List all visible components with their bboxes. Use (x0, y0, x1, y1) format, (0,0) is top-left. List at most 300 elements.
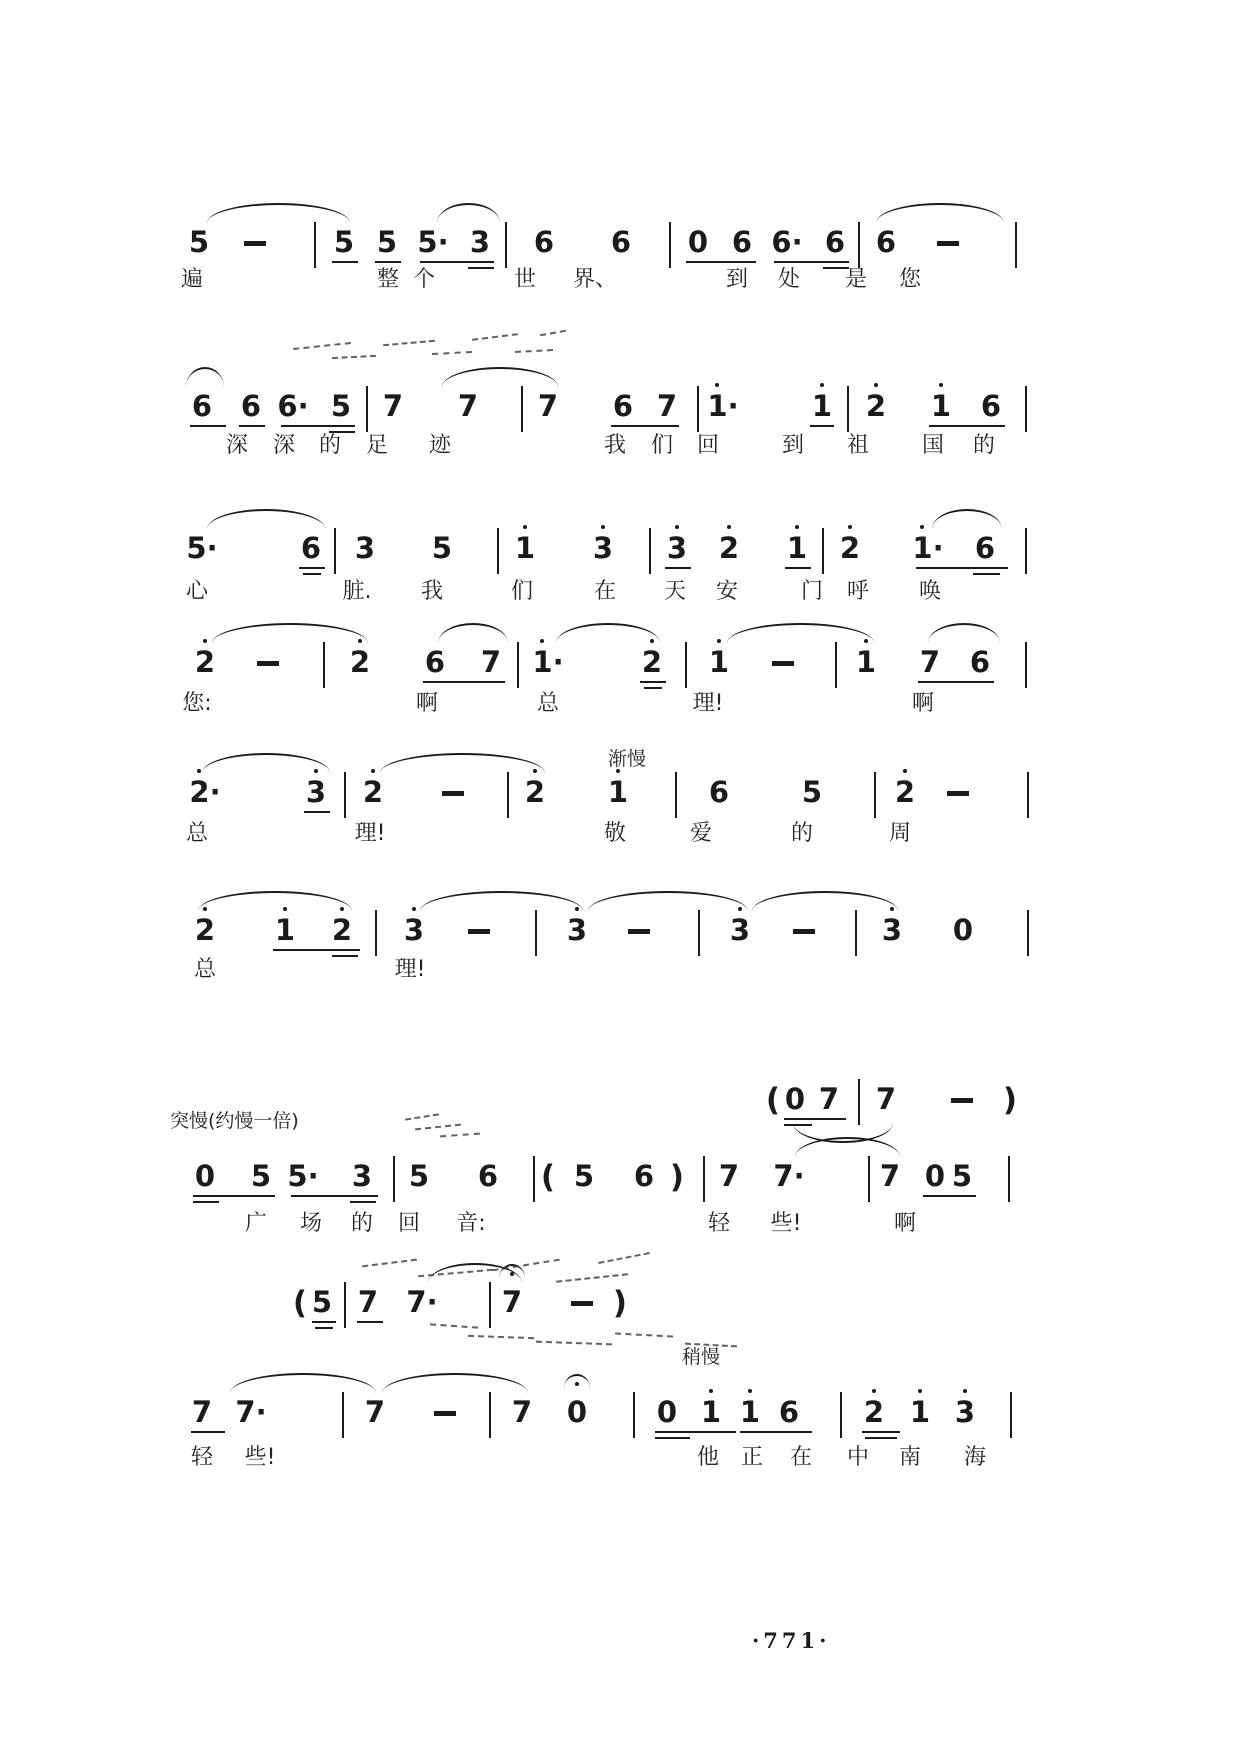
slur-arc (442, 367, 558, 387)
octave-dot-high (203, 639, 207, 643)
note-token: 1 (811, 389, 833, 423)
lyric-syllable: 您: (182, 691, 212, 716)
note-token: 2 (349, 645, 371, 679)
lyric-syllable: 处 (777, 267, 801, 292)
scan-smudge-mark (468, 1335, 534, 1339)
lyric-syllable: 整 (376, 267, 400, 292)
beam-underline (665, 567, 691, 569)
lyric-syllable: 南 (898, 1445, 922, 1470)
slur-arc (752, 891, 898, 911)
beam-underline (315, 1327, 333, 1329)
note-token: 7 (537, 389, 559, 423)
note-token: 6 (533, 225, 555, 259)
beam-underline (862, 1431, 900, 1433)
beam-underline (357, 1321, 383, 1323)
lyric-syllable: 啊 (893, 1211, 917, 1236)
octave-dot-high (748, 1389, 752, 1393)
beam-underline (304, 811, 330, 813)
scan-smudge-mark (440, 1133, 480, 1138)
note-token: 6· (277, 389, 309, 423)
note-token: 1 (708, 645, 730, 679)
note-token: 7 (382, 389, 404, 423)
barline (342, 1392, 344, 1438)
beam-underline (784, 1118, 846, 1120)
barline (366, 386, 368, 432)
note-token: 7 (718, 1159, 740, 1193)
barline (858, 222, 860, 268)
note-token: 3 (729, 913, 751, 947)
tempo-annotation: 突慢(约慢一倍) (170, 1110, 299, 1132)
barline (497, 528, 499, 574)
note-token: 0 (924, 1159, 946, 1193)
lyric-syllable: 个 (412, 267, 436, 292)
duration-dash (257, 661, 279, 666)
note-token: 1 (930, 389, 952, 423)
note-token: 5· (186, 531, 218, 565)
octave-dot-high (371, 769, 375, 773)
beam-underline (611, 425, 679, 427)
beam-underline (291, 1195, 378, 1197)
slur-arc (212, 623, 368, 643)
barline (323, 642, 325, 688)
note-token: 7 (191, 1395, 213, 1429)
barline (393, 1156, 395, 1202)
lyric-syllable: 轻 (190, 1445, 214, 1470)
note-token: 5· (417, 225, 449, 259)
slur-arc (727, 623, 874, 643)
note-token: 3 (592, 531, 614, 565)
scan-smudge-mark (332, 355, 376, 359)
octave-dot-high (727, 525, 731, 529)
slur-arc (928, 623, 1000, 643)
beam-underline (655, 1431, 736, 1433)
note-token: 2 (524, 775, 546, 809)
lyric-syllable: 他 (696, 1445, 720, 1470)
lyric-syllable: 总 (185, 821, 209, 846)
barline (1027, 910, 1029, 956)
beam-underline (350, 1201, 376, 1203)
lyric-syllable: 爱 (689, 821, 713, 846)
note-token: 3 (566, 913, 588, 947)
beam-underline (918, 681, 994, 683)
note-token: 6· (771, 225, 803, 259)
beam-underline (686, 261, 756, 263)
barline (535, 910, 537, 956)
note-token: 7 (457, 389, 479, 423)
beam-underline (774, 261, 849, 263)
note-token: 5 (311, 1285, 333, 1319)
lyric-syllable: 总 (536, 691, 560, 716)
lyric-syllable: 呼 (846, 579, 870, 604)
note-token: 7 (919, 645, 941, 679)
note-token: 3 (403, 913, 425, 947)
slur-arc (420, 891, 583, 911)
lyric-syllable: 海 (963, 1445, 987, 1470)
beam-underline (375, 261, 401, 263)
barline (1025, 642, 1027, 688)
lyric-syllable: 正 (740, 1445, 764, 1470)
note-token: 1 (607, 775, 629, 809)
barline (334, 528, 336, 574)
lyric-syllable: 周 (888, 821, 912, 846)
beam-underline (865, 1437, 897, 1439)
parenthesis: ( (765, 1082, 781, 1118)
beam-underline (916, 567, 1008, 569)
octave-dot-high (918, 1389, 922, 1393)
barline (489, 1282, 491, 1328)
lyric-syllable: 音: (456, 1211, 486, 1236)
lyric-syllable: 的 (790, 821, 814, 846)
beam-underline (973, 573, 1000, 575)
lyric-syllable: 啊 (415, 691, 439, 716)
lyric-syllable: 足 (365, 433, 389, 458)
note-token: 1 (786, 531, 808, 565)
barline (858, 1079, 860, 1125)
scan-smudge-mark (362, 1259, 417, 1268)
barline (847, 386, 849, 432)
parenthesis: ( (540, 1159, 556, 1195)
note-token: 5 (951, 1159, 973, 1193)
note-token: 2 (194, 913, 216, 947)
lyric-syllable: 门 (800, 579, 824, 604)
note-token: 2 (839, 531, 861, 565)
octave-dot-high (874, 383, 878, 387)
beam-underline (332, 955, 358, 957)
note-token: 5 (330, 389, 352, 423)
note-token: 0 (194, 1159, 216, 1193)
scan-smudge-mark (430, 1323, 478, 1328)
lyric-syllable: 回 (696, 433, 720, 458)
note-token: 6 (633, 1159, 655, 1193)
slur-arc (588, 891, 748, 911)
lyric-syllable: 些! (770, 1211, 802, 1236)
slur-arc (382, 1373, 528, 1393)
beam-underline (929, 425, 1005, 427)
note-token: 1 (514, 531, 536, 565)
barline (521, 386, 523, 432)
beam-underline (923, 1195, 976, 1197)
slur-arc (186, 367, 224, 387)
lyric-syllable: 是 (844, 267, 868, 292)
octave-dot-high (872, 1389, 876, 1393)
lyric-syllable: 遍 (180, 267, 204, 292)
slur-arc (207, 509, 325, 529)
note-token: 5 (431, 531, 453, 565)
barline (697, 386, 699, 432)
slur-arc (230, 1373, 376, 1393)
note-token: 5 (573, 1159, 595, 1193)
scan-smudge-mark (415, 1124, 461, 1131)
octave-dot-high (523, 525, 527, 529)
octave-dot-high (920, 525, 924, 529)
scan-smudge-mark (540, 330, 566, 336)
note-token: 3 (354, 531, 376, 565)
slur-arc (207, 203, 350, 223)
note-token: 2 (362, 775, 384, 809)
lyric-syllable: 中 (846, 1445, 870, 1470)
note-token: 2 (865, 389, 887, 423)
beam-underline (193, 1201, 219, 1203)
note-token: 1 (700, 1395, 722, 1429)
lyric-syllable: 啊 (911, 691, 935, 716)
note-token: 3 (469, 225, 491, 259)
beam-underline (785, 567, 811, 569)
note-token: 1· (532, 645, 564, 679)
page-number: ·771· (752, 1628, 831, 1653)
note-token: 5 (188, 225, 210, 259)
beam-underline (273, 949, 360, 951)
barline (840, 1392, 842, 1438)
barline (344, 772, 346, 818)
duration-dash (442, 791, 464, 796)
note-token: 2· (189, 775, 221, 809)
barline (517, 642, 519, 688)
beam-underline (239, 425, 265, 427)
beam-underline (190, 425, 226, 427)
lyric-syllable: 深 (225, 433, 249, 458)
beam-underline (281, 425, 355, 427)
lyric-syllable: 总 (193, 957, 217, 982)
scan-smudge-mark (515, 349, 553, 353)
note-token: 6 (191, 389, 213, 423)
note-token: 5· (287, 1159, 319, 1193)
scan-smudge-mark (472, 333, 518, 341)
parenthesis: ) (669, 1159, 685, 1195)
slur-arc (932, 509, 1002, 529)
note-token: 6 (875, 225, 897, 259)
beam-underline (810, 425, 834, 427)
lyric-syllable: 理! (394, 957, 426, 982)
octave-dot-high (715, 383, 719, 387)
beam-underline (644, 687, 662, 689)
note-token: 7 (357, 1285, 379, 1319)
barline (685, 642, 687, 688)
beam-underline (468, 267, 494, 269)
note-token: 7· (773, 1159, 805, 1193)
lyric-syllable: 场 (299, 1211, 323, 1236)
note-token: 1 (909, 1395, 931, 1429)
lyric-syllable: 些! (244, 1445, 276, 1470)
octave-dot-high (709, 1389, 713, 1393)
note-token: 6 (708, 775, 730, 809)
slur-arc (202, 753, 330, 773)
duration-dash (947, 791, 969, 796)
lyric-syllable: 我 (420, 579, 444, 604)
slur-arc (380, 753, 545, 773)
lyric-syllable: 我 (603, 433, 627, 458)
barline (1027, 772, 1029, 818)
note-token: 6 (824, 225, 846, 259)
lyric-syllable: 唤 (918, 579, 942, 604)
lyric-syllable: 界、 (572, 267, 618, 292)
octave-dot-high (820, 383, 824, 387)
note-token: 3 (666, 531, 688, 565)
note-token: 3 (881, 913, 903, 947)
slur-arc (556, 623, 660, 643)
note-token: 0 (687, 225, 709, 259)
barline (489, 1392, 491, 1438)
beam-underline (303, 573, 321, 575)
note-token: 6 (612, 389, 634, 423)
slur-arc (438, 623, 508, 643)
slur-arc (795, 1137, 900, 1157)
lyric-syllable: 迹 (428, 433, 452, 458)
lyric-syllable: 在 (789, 1445, 813, 1470)
lyric-syllable: 广 (244, 1211, 268, 1236)
scan-smudge-mark (405, 1113, 439, 1120)
tempo-annotation: 稍慢 (682, 1346, 721, 1368)
barline (649, 528, 651, 574)
barline (1025, 528, 1027, 574)
note-token: 6 (300, 531, 322, 565)
note-token: 1· (707, 389, 739, 423)
octave-dot-high (795, 525, 799, 529)
note-token: 7 (501, 1285, 523, 1319)
beam-underline (193, 1195, 275, 1197)
lyric-syllable: 轻 (707, 1211, 731, 1236)
note-token: 3 (954, 1395, 976, 1429)
barline (1008, 1156, 1010, 1202)
note-token: 6 (424, 645, 446, 679)
beam-underline (299, 567, 325, 569)
note-token: 1 (274, 913, 296, 947)
note-token: 6 (969, 645, 991, 679)
barline (835, 642, 837, 688)
slur-arc (876, 203, 1004, 223)
octave-dot-high (601, 525, 605, 529)
beam-underline (640, 681, 666, 683)
note-token: 7 (480, 645, 502, 679)
octave-dot-high (675, 525, 679, 529)
barline (505, 222, 507, 268)
note-token: 7 (364, 1395, 386, 1429)
note-token: 7· (406, 1285, 438, 1319)
scan-smudge-mark (536, 1341, 612, 1346)
note-token: 7 (818, 1082, 840, 1116)
note-token: 1 (855, 645, 877, 679)
lyric-syllable: 理! (692, 691, 724, 716)
lyric-syllable: 的 (318, 433, 342, 458)
lyric-syllable: 回 (397, 1211, 421, 1236)
lyric-syllable: 到 (725, 267, 749, 292)
octave-dot-high (197, 769, 201, 773)
lyric-syllable: 的 (350, 1211, 374, 1236)
beam-underline (332, 261, 358, 263)
barline (703, 1156, 705, 1202)
note-token: 7· (235, 1395, 267, 1429)
duration-dash (793, 929, 815, 934)
scan-smudge-mark (492, 1259, 559, 1272)
note-token: 2 (894, 775, 916, 809)
lyric-syllable: 心 (185, 579, 209, 604)
fermata-dot (575, 1382, 579, 1386)
parenthesis: ) (612, 1285, 628, 1321)
duration-dash (772, 661, 794, 666)
lyric-syllable: 天 (663, 579, 687, 604)
note-token: 0 (952, 913, 974, 947)
scan-smudge-mark (615, 1332, 673, 1337)
note-token: 6 (731, 225, 753, 259)
note-token: 5 (250, 1159, 272, 1193)
duration-dash (434, 1411, 456, 1416)
note-token: 6 (980, 389, 1002, 423)
beam-underline (740, 1431, 812, 1433)
lyric-syllable: 在 (593, 579, 617, 604)
scan-smudge-mark (432, 351, 472, 355)
duration-dash (468, 929, 490, 934)
barline (314, 222, 316, 268)
barline (675, 772, 677, 818)
duration-dash (628, 929, 650, 934)
note-token: 6 (974, 531, 996, 565)
octave-dot-high (848, 525, 852, 529)
lyric-syllable: 世 (513, 267, 537, 292)
note-token: 6 (240, 389, 262, 423)
octave-dot-high (717, 639, 721, 643)
lyric-syllable: 深 (272, 433, 296, 458)
lyric-syllable: 祖 (846, 433, 870, 458)
note-token: 1· (912, 531, 944, 565)
note-token: 5 (408, 1159, 430, 1193)
beam-underline (655, 1437, 690, 1439)
beam-underline (191, 1431, 225, 1433)
lyric-syllable: 们 (510, 579, 534, 604)
octave-dot-high (939, 383, 943, 387)
octave-dot-high (540, 639, 544, 643)
duration-dash (244, 241, 266, 246)
barline (533, 1156, 535, 1202)
barline (669, 222, 671, 268)
note-token: 0 (784, 1082, 806, 1116)
note-token: 5 (801, 775, 823, 809)
barline (822, 528, 824, 574)
note-token: 5 (376, 225, 398, 259)
barline (855, 910, 857, 956)
note-token: 7 (511, 1395, 533, 1429)
note-token: 7 (656, 389, 678, 423)
octave-dot-high (963, 1389, 967, 1393)
lyric-syllable: 国 (921, 433, 945, 458)
barline (633, 1392, 635, 1438)
beam-underline (420, 261, 494, 263)
lyric-syllable: 的 (972, 433, 996, 458)
barline (507, 772, 509, 818)
lyric-syllable: 们 (650, 433, 674, 458)
note-token: 2 (718, 531, 740, 565)
lyric-syllable: 敬 (603, 821, 627, 846)
note-token: 2 (863, 1395, 885, 1429)
note-token: 2 (641, 645, 663, 679)
tempo-annotation: 渐慢 (608, 748, 647, 770)
lyric-syllable: 理! (354, 821, 386, 846)
note-token: 6 (477, 1159, 499, 1193)
lyric-syllable: 脏. (342, 579, 372, 604)
slur-arc (198, 891, 352, 911)
duration-dash (571, 1301, 593, 1306)
note-token: 2 (194, 645, 216, 679)
scan-smudge-mark (556, 1273, 628, 1283)
note-token: 2 (331, 913, 353, 947)
note-token: 5 (333, 225, 355, 259)
barline (1025, 386, 1027, 432)
barline (375, 910, 377, 956)
note-token: 3 (305, 775, 327, 809)
note-token: 6 (610, 225, 632, 259)
note-token: 6 (778, 1395, 800, 1429)
barline (874, 772, 876, 818)
note-token: 3 (351, 1159, 373, 1193)
beam-underline (312, 1321, 336, 1323)
